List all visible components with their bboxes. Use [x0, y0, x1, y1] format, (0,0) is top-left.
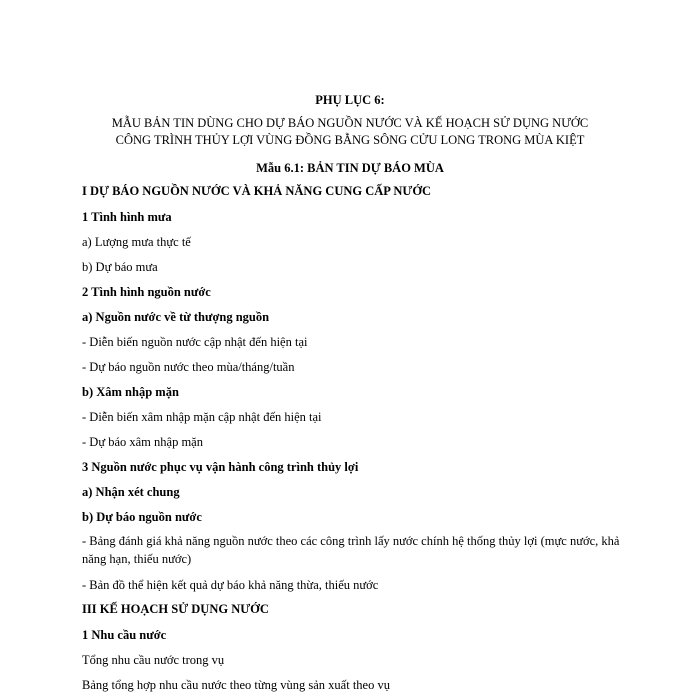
upstream-water-heading: a) Nguồn nước về từ thượng nguồn	[82, 310, 270, 324]
section-3-heading: III KẾ HOẠCH SỬ DỤNG NƯỚC	[82, 602, 269, 616]
subsection-1-1-heading: 1 Tình hình mưa	[82, 210, 172, 224]
list-item: - Bản đồ thể hiện kết quả dự báo khả năng thừa, thiếu nước	[82, 578, 379, 592]
rainfall-actual-item: a) Lượng mưa thực tế	[82, 235, 191, 249]
subsection-3-1-heading: 1 Nhu cầu nước	[82, 628, 167, 642]
main-title-line-2: CÔNG TRÌNH THỦY LỢI VÙNG ĐỒNG BẰNG SÔNG CỬU LONG TRONG MÙA KIỆT	[115, 133, 585, 147]
rainfall-forecast-item: b) Dự báo mưa	[82, 260, 158, 274]
list-item: - Dự báo xâm nhập mặn	[82, 435, 203, 449]
main-title-line-1: MẪU BẢN TIN DÙNG CHO DỰ BÁO NGUỒN NƯỚC VÀ KẾ HOẠCH SỬ DỤNG NƯỚC	[111, 116, 589, 130]
list-item: - Diễn biến xâm nhập mặn cập nhật đến hiện tại	[82, 410, 322, 424]
section-1-heading: I DỰ BÁO NGUỒN NƯỚC VÀ KHẢ NĂNG CUNG CẤP NƯỚC	[82, 184, 432, 198]
form-title: Mẫu 6.1: BẢN TIN DỰ BÁO MÙA	[256, 161, 444, 175]
general-remarks-heading: a) Nhận xét chung	[82, 485, 180, 499]
water-forecast-heading: b) Dự báo nguồn nước	[82, 510, 202, 524]
list-item: - Dự báo nguồn nước theo mùa/tháng/tuần	[82, 360, 295, 374]
salinity-intrusion-heading: b) Xâm nhập mặn	[82, 385, 179, 399]
paragraph: Tổng nhu cầu nước trong vụ	[82, 653, 225, 667]
appendix-title: PHỤ LỤC 6:	[315, 93, 385, 107]
subsection-1-3-heading: 3 Nguồn nước phục vụ vận hành công trình thủy lợi	[82, 460, 359, 474]
paragraph: Bảng tổng hợp nhu cầu nước theo từng vùng sản xuất theo vụ	[82, 678, 390, 692]
subsection-1-2-heading: 2 Tình hình nguồn nước	[82, 285, 211, 299]
list-item: - Diễn biến nguồn nước cập nhật đến hiện tại	[82, 335, 308, 349]
list-item: - Bảng đánh giá khả năng nguồn nước theo các công trình lấy nước chính hệ thống thủy lợi (mực nước, khả năng hạn, thiếu nước)	[82, 534, 620, 566]
